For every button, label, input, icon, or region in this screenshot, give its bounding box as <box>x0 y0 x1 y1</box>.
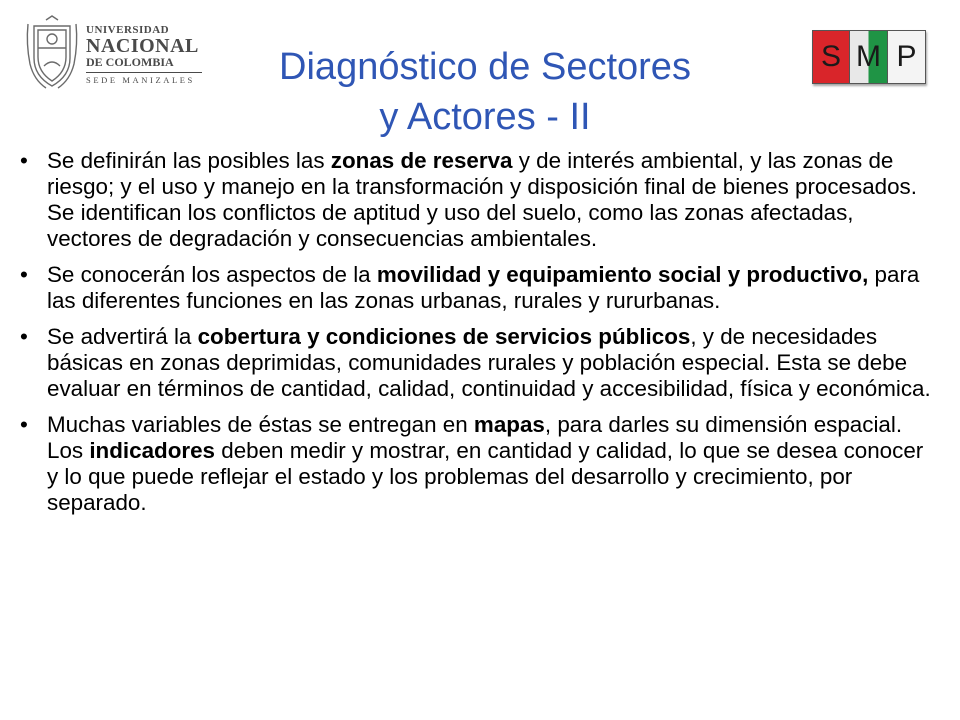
bullet-dot: • <box>20 412 28 437</box>
bullet-text: Muchas variables de éstas se entregan en <box>47 412 474 437</box>
university-name <box>86 24 202 85</box>
bullet-emphasis: mapas <box>473 412 545 437</box>
bullet-list <box>20 148 940 526</box>
smp-letter-p: P <box>888 30 926 84</box>
bullet-text: y de interés ambiental, y las zonas de riesgo; y el uso y manejo en la transformación y disposición final de bienes procesados. Se identifican los conflictos de aptitud y uso del suelo, como las zonas afectadas, vectores de degradación y consecuencias ambientales. <box>47 148 917 251</box>
university-logo <box>24 14 202 94</box>
university-name-line3: DE COLOMBIA <box>86 55 174 69</box>
bullet-text: para las diferentes funciones en las zonas urbanas, rurales y rururbanas. <box>47 262 920 313</box>
bullet-emphasis: zonas de reserva <box>330 148 513 173</box>
bullet-emphasis: cobertura y condiciones de servicios públicos <box>197 324 691 349</box>
university-seal-icon <box>24 14 80 92</box>
slide-title-line2: y Actores - II <box>379 96 591 138</box>
bullet-dot: • <box>20 262 28 287</box>
bullet-text: Se advertirá la <box>47 324 198 349</box>
slide-title-line1: Diagnóstico de Sectores <box>279 46 691 88</box>
bullet-text: Se conocerán los aspectos de la <box>47 262 377 287</box>
bullet-emphasis: indicadores <box>89 438 216 463</box>
bullet-item <box>20 412 940 516</box>
bullet-text: , para darles su dimensión espacial. Los <box>47 412 903 463</box>
university-name-line1: UNIVERSIDAD <box>86 24 170 36</box>
slide-title <box>215 42 755 142</box>
bullet-item <box>20 262 940 314</box>
divider <box>86 72 202 73</box>
smp-logo <box>812 30 926 84</box>
bullet-item <box>20 324 940 402</box>
bullet-text: , y de necesidades básicas en zonas deprimidas, comunidades rurales y población especial. Esta se debe evaluar en términos de cantidad, calidad, continuidad y accesibilidad, física y económica. <box>47 324 931 401</box>
university-name-line2: NACIONAL <box>86 35 199 57</box>
bullet-emphasis: movilidad y equipamiento social y productivo, <box>376 262 869 287</box>
bullet-text: deben medir y mostrar, en cantidad y calidad, lo que se desea conocer y lo que puede reflejar el estado y los problemas del desarrollo y crecimiento, por separado. <box>47 438 924 515</box>
bullet-text: Se definirán las posibles las <box>47 148 331 173</box>
smp-letter-s: S <box>812 30 850 84</box>
bullet-dot: • <box>20 324 28 349</box>
smp-letter-m: M <box>850 30 888 84</box>
bullet-dot: • <box>20 148 28 173</box>
bullet-item <box>20 148 940 252</box>
university-campus: SEDE MANIZALES <box>86 75 195 85</box>
